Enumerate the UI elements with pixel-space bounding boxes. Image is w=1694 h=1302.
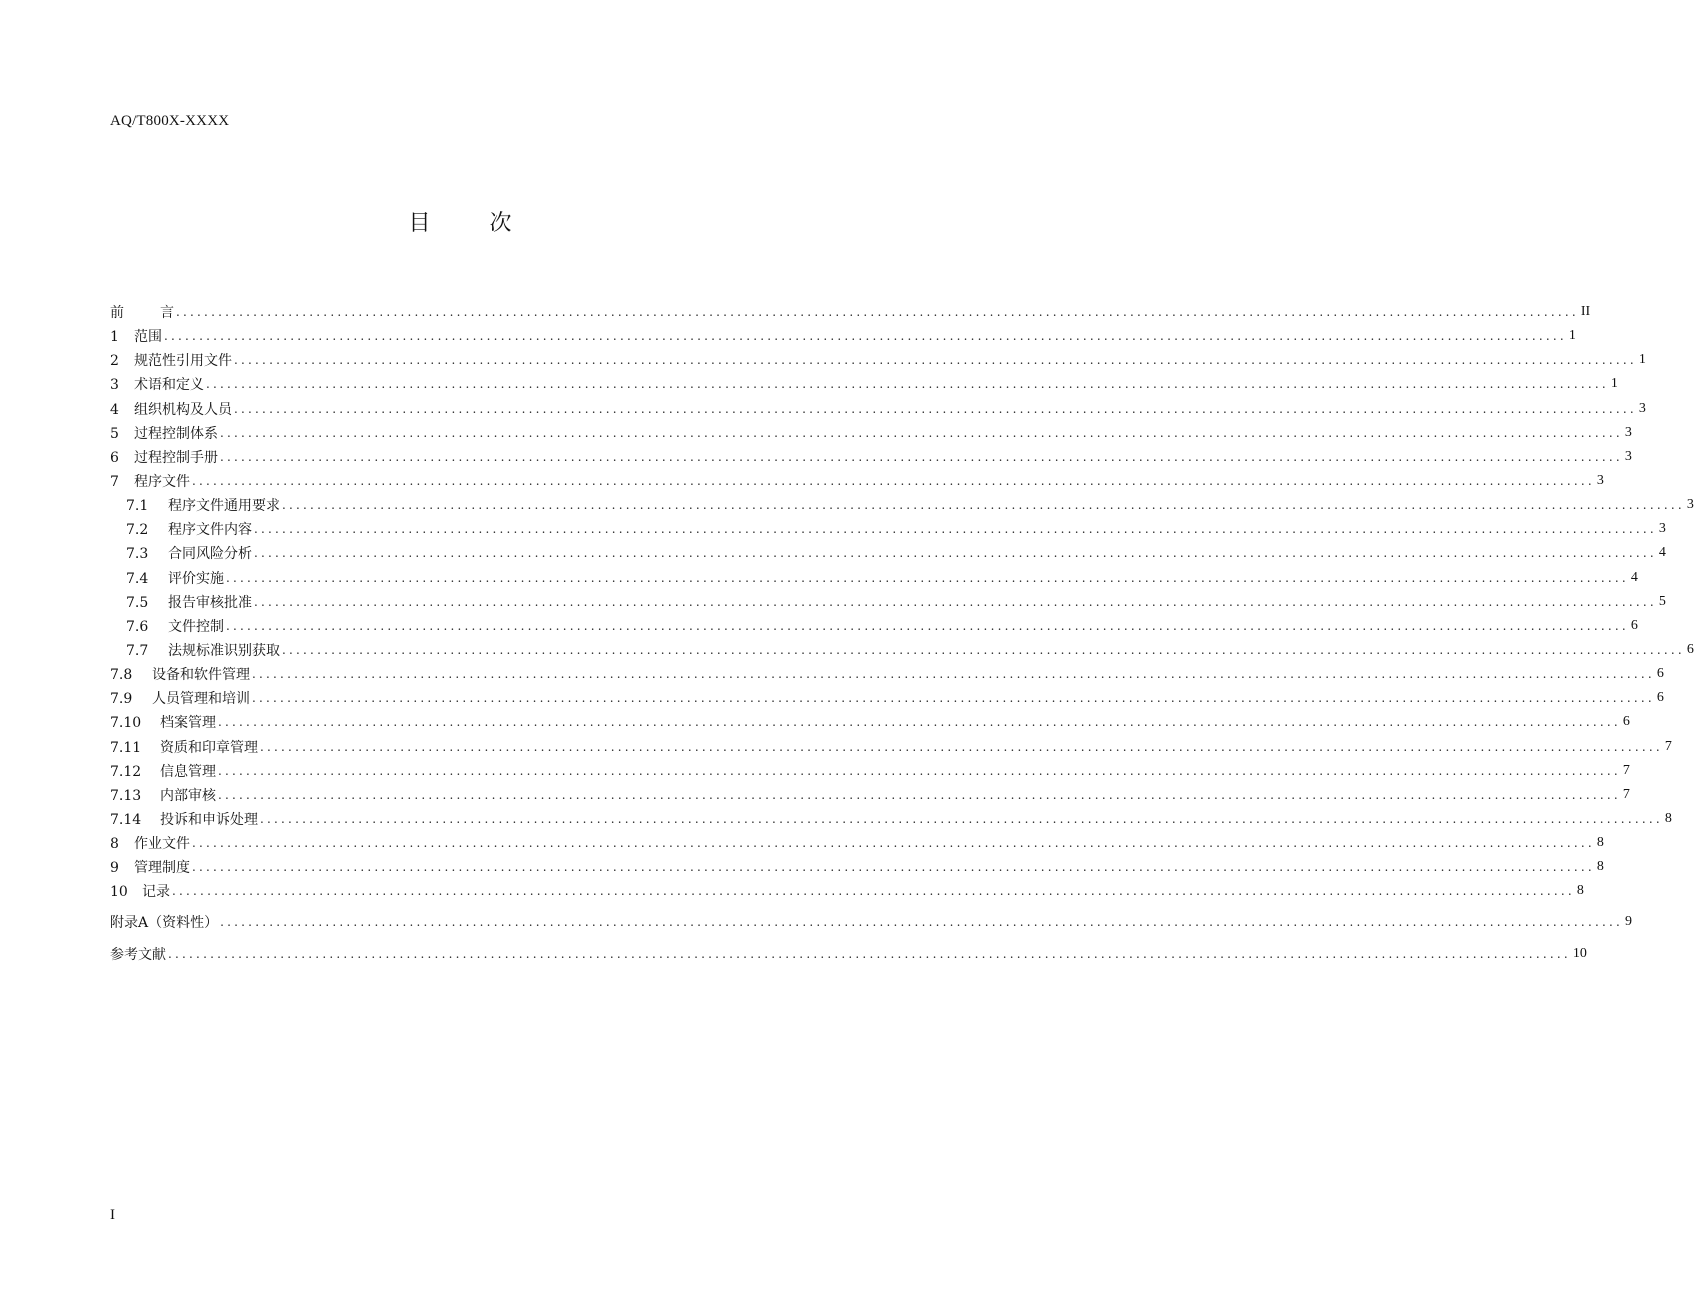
table-of-contents (110, 300, 1694, 966)
toc-entry-title: 范围 (134, 329, 162, 346)
toc-entry-title: 过程控制手册 (134, 449, 218, 466)
toc-entry-title: 报告审核批准 (168, 594, 252, 611)
toc-entry-title: 法规标准识别获取 (168, 643, 280, 660)
toc-entry-number: 7.13 (110, 787, 142, 804)
toc-entry-label (110, 447, 218, 467)
toc-title: 目 次 (408, 211, 538, 236)
toc-entry-page: 6 (1686, 642, 1694, 658)
toc-dot-leader: ........................................................................................................................................................................................................ (252, 691, 1655, 706)
toc-entry-page: 7 (1622, 762, 1630, 778)
toc-entry-number: 7.5 (126, 594, 149, 611)
toc-entry-page: 6 (1630, 617, 1638, 633)
toc-entry-title: 作业文件 (134, 836, 190, 853)
toc-entry-title: 附录A（资料性） (110, 914, 219, 931)
toc-entry-number: 7.10 (110, 715, 142, 732)
toc-entry-label (110, 912, 218, 932)
toc-entry[interactable] (110, 372, 1618, 396)
toc-dot-leader: ........................................................................................................................................................................................................ (220, 449, 1623, 464)
toc-entry[interactable] (110, 469, 1604, 493)
toc-entry-number: 7.2 (126, 522, 149, 539)
toc-dot-leader: ........................................................................................................................................................................................................ (192, 836, 1595, 851)
document-code: AQ/T800X-XXXX (110, 113, 230, 129)
toc-dot-leader: ........................................................................................................................................................................................................ (192, 474, 1595, 489)
toc-dot-leader: ........................................................................................................................................................................................................ (282, 498, 1685, 513)
toc-dot-leader: ........................................................................................................................................................................................................ (254, 594, 1657, 609)
toc-dot-leader: ........................................................................................................................................................................................................ (192, 860, 1595, 875)
toc-entry[interactable] (110, 300, 1591, 324)
toc-entry[interactable] (110, 324, 1576, 348)
toc-dot-leader: ........................................................................................................................................................................................................ (168, 946, 1571, 961)
toc-entry-title: 规范性引用文件 (134, 353, 232, 370)
toc-entry-label (126, 568, 224, 588)
toc-entry-page: 6 (1656, 690, 1664, 706)
toc-entry-number: 7.8 (110, 667, 133, 684)
toc-entry-number: 7.4 (126, 570, 149, 587)
toc-entry-number: 6 (110, 449, 119, 466)
toc-entry-number: 7.12 (110, 763, 142, 780)
toc-entry-page: 9 (1625, 913, 1633, 929)
toc-entry[interactable] (110, 493, 1694, 517)
toc-dot-leader: ........................................................................................................................................................................................................ (282, 643, 1685, 658)
toc-entry-page: 1 (1610, 376, 1618, 392)
toc-entry-number: 5 (110, 425, 119, 442)
toc-entry-number: 前 (110, 305, 124, 322)
toc-entry-label (110, 302, 174, 322)
toc-dot-leader: ........................................................................................................................................................................................................ (206, 377, 1609, 392)
toc-entry-title: 参考文献 (110, 946, 166, 963)
toc-entry-label (126, 495, 280, 515)
toc-entry-label (110, 881, 170, 901)
toc-entry-title: 程序文件通用要求 (168, 498, 280, 515)
toc-entry-number: 7.9 (110, 691, 133, 708)
toc-entry-label (110, 326, 162, 346)
toc-entry-page: 8 (1576, 883, 1584, 899)
toc-dot-leader: ........................................................................................................................................................................................................ (164, 329, 1567, 344)
toc-entry-label (110, 833, 190, 853)
toc-entry-label (126, 640, 280, 660)
toc-entry[interactable] (110, 879, 1584, 903)
toc-entry-label (110, 664, 250, 684)
toc-entry-number: 7.11 (110, 739, 142, 756)
toc-entry-number: 9 (110, 860, 119, 877)
toc-entry-number: 7.3 (126, 546, 149, 563)
toc-entry[interactable] (110, 590, 1666, 614)
toc-entry[interactable] (110, 807, 1672, 831)
toc-entry-page: 6 (1622, 714, 1630, 730)
toc-dot-leader: ........................................................................................................................................................................................................ (254, 546, 1657, 561)
toc-entry-title: 内部审核 (160, 787, 216, 804)
toc-entry-number: 2 (110, 353, 119, 370)
toc-entry-title: 记录 (142, 884, 170, 901)
toc-entry[interactable] (110, 421, 1632, 445)
toc-entry-page: 3 (1624, 424, 1632, 440)
toc-entry-page: 4 (1658, 545, 1666, 561)
toc-entry[interactable] (110, 831, 1604, 855)
toc-dot-leader: ........................................................................................................................................................................................................ (218, 715, 1621, 730)
toc-entry-number: 10 (110, 884, 128, 901)
toc-entry-number: 7.7 (126, 643, 149, 660)
toc-entry-page: 3 (1624, 448, 1632, 464)
toc-entry-page: 7 (1622, 786, 1630, 802)
toc-entry-page: 1 (1638, 352, 1646, 368)
toc-dot-leader: ........................................................................................................................................................................................................ (226, 570, 1629, 585)
toc-dot-leader: ........................................................................................................................................................................................................ (252, 667, 1655, 682)
toc-entry-label (110, 761, 216, 781)
toc-entry-page: 3 (1596, 473, 1604, 489)
toc-entry-title: 过程控制体系 (134, 425, 218, 442)
toc-entry-label (110, 737, 258, 757)
toc-entry-page: 8 (1596, 835, 1604, 851)
toc-entry-title: 信息管理 (160, 763, 216, 780)
toc-entry-title: 言 (160, 305, 174, 322)
toc-entry-page: 4 (1630, 569, 1638, 585)
toc-entry-page: 5 (1658, 593, 1666, 609)
toc-entry-page: 3 (1686, 497, 1694, 513)
toc-entry-title: 程序文件 (134, 474, 190, 491)
toc-entry-number: 7.6 (126, 618, 149, 635)
toc-entry-title: 设备和软件管理 (152, 667, 250, 684)
toc-dot-leader: ........................................................................................................................................................................................................ (172, 884, 1575, 899)
toc-entry[interactable] (110, 942, 1587, 966)
toc-entry-title: 术语和定义 (134, 377, 204, 394)
toc-entry-page: 3 (1658, 521, 1666, 537)
toc-dot-leader: ........................................................................................................................................................................................................ (260, 812, 1663, 827)
toc-dot-leader: ........................................................................................................................................................................................................ (220, 425, 1623, 440)
toc-entry[interactable] (110, 614, 1638, 638)
toc-entry-number: 3 (110, 377, 119, 394)
toc-entry-title: 档案管理 (160, 715, 216, 732)
toc-entry[interactable] (110, 910, 1633, 934)
toc-entry-label (110, 712, 216, 732)
toc-entry[interactable] (110, 445, 1632, 469)
toc-entry-number: 7.1 (126, 498, 149, 515)
toc-dot-leader: ........................................................................................................................................................................................................ (220, 914, 1624, 929)
toc-entry-page: 3 (1638, 400, 1646, 416)
toc-entry-number: 7 (110, 474, 119, 491)
toc-entry-title: 投诉和申诉处理 (160, 812, 258, 829)
toc-entry-page: 7 (1664, 738, 1672, 754)
toc-entry-label (110, 785, 216, 805)
toc-entry-title: 资质和印章管理 (160, 739, 258, 756)
toc-dot-leader: ........................................................................................................................................................................................................ (218, 763, 1621, 778)
toc-entry[interactable] (110, 783, 1630, 807)
toc-entry[interactable] (110, 348, 1646, 372)
toc-entry-label (110, 350, 232, 370)
toc-entry-number: 1 (110, 329, 119, 346)
toc-entry-number: 4 (110, 401, 119, 418)
toc-entry-page: 10 (1572, 945, 1587, 961)
toc-entry-number: 8 (110, 836, 119, 853)
toc-entry-title: 程序文件内容 (168, 522, 252, 539)
toc-dot-leader: ........................................................................................................................................................................................................ (254, 522, 1657, 537)
toc-entry[interactable] (110, 710, 1630, 734)
toc-entry[interactable] (110, 855, 1604, 879)
toc-entry-title: 人员管理和培训 (152, 691, 250, 708)
toc-entry-title: 文件控制 (168, 618, 224, 635)
toc-entry-label (110, 471, 190, 491)
toc-entry[interactable] (110, 759, 1630, 783)
toc-entry[interactable] (110, 566, 1638, 590)
toc-entry-title: 组织机构及人员 (134, 401, 232, 418)
toc-entry[interactable] (110, 686, 1664, 710)
toc-entry-label (110, 944, 166, 964)
toc-entry[interactable] (110, 662, 1664, 686)
toc-entry-label (126, 519, 252, 539)
toc-dot-leader: ........................................................................................................................................................................................................ (218, 787, 1621, 802)
toc-dot-leader: ........................................................................................................................................................................................................ (234, 401, 1637, 416)
toc-entry-page: 8 (1664, 811, 1672, 827)
toc-entry-label (110, 857, 190, 877)
toc-entry[interactable] (110, 517, 1666, 541)
toc-entry-title: 管理制度 (134, 860, 190, 877)
toc-entry-title: 合同风险分析 (168, 546, 252, 563)
toc-entry-label (110, 688, 250, 708)
toc-entry[interactable] (110, 735, 1672, 759)
toc-entry-page: 6 (1656, 666, 1664, 682)
toc-entry-page: II (1580, 304, 1591, 320)
toc-dot-leader: ........................................................................................................................................................................................................ (176, 305, 1579, 320)
toc-entry-page: 1 (1568, 328, 1576, 344)
toc-entry-page: 8 (1596, 859, 1604, 875)
toc-entry[interactable] (110, 541, 1666, 565)
toc-entry-label (126, 543, 252, 563)
toc-entry[interactable] (110, 397, 1646, 421)
toc-dot-leader: ........................................................................................................................................................................................................ (234, 353, 1637, 368)
footer-page-number: I (110, 1207, 115, 1223)
toc-entry-label (126, 616, 224, 636)
toc-entry-title: 评价实施 (168, 570, 224, 587)
toc-entry-number: 7.14 (110, 812, 142, 829)
toc-entry-label (110, 399, 232, 419)
toc-entry-label (110, 809, 258, 829)
toc-dot-leader: ........................................................................................................................................................................................................ (260, 739, 1663, 754)
toc-dot-leader: ........................................................................................................................................................................................................ (226, 618, 1629, 633)
toc-entry-label (126, 592, 252, 612)
toc-entry-label (110, 423, 218, 443)
toc-entry-label (110, 374, 204, 394)
toc-entry[interactable] (110, 638, 1694, 662)
